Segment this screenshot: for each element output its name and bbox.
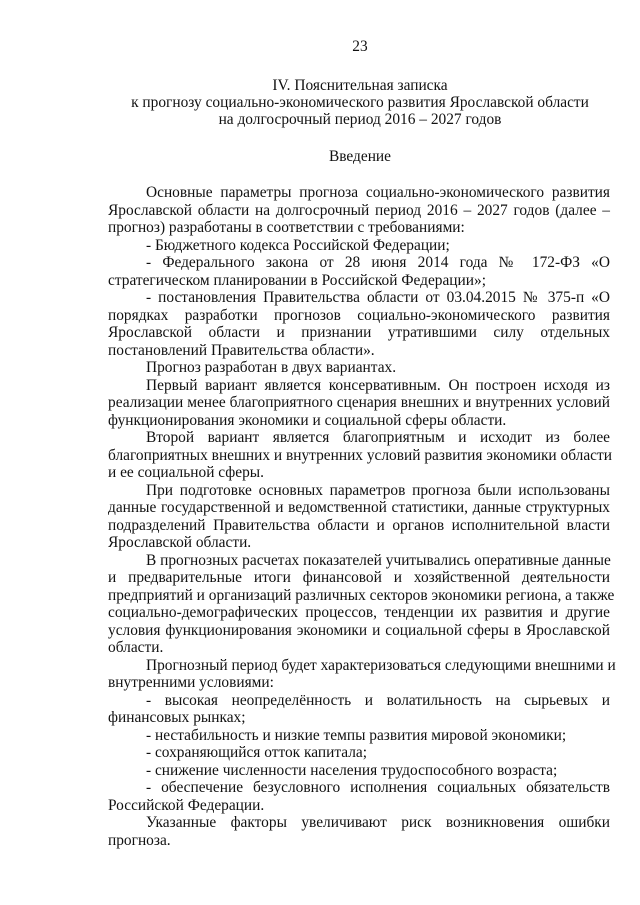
- text-line: Ярославской области и признании утратившими силу отдельных: [108, 324, 610, 341]
- text-line: и предварительные итоги финансовой и хозяйственной деятельности: [108, 569, 610, 586]
- text-line: порядках разработки прогнозов социально-экономического развития: [108, 307, 610, 324]
- text-line: - постановления Правительства области от 03.04.2015 № 375-п «О: [146, 289, 610, 306]
- subheading: Введение: [328, 148, 392, 165]
- text-line: области.: [108, 639, 164, 656]
- text-line: условия функционирования экономики и социальной сферы в Ярославской: [108, 622, 610, 639]
- text-line: социально-демографических процессов, тенденции их развития и другие: [108, 604, 610, 621]
- text-line: и ее социальной сферы.: [108, 464, 264, 481]
- text-line: прогноза.: [108, 832, 171, 849]
- text-line: Указанные факторы увеличивают риск возникновения ошибки: [146, 814, 610, 831]
- text-line: постановлений Правительства области».: [108, 342, 375, 359]
- text-line: подразделений Правительства области и органов исполнительной власти: [108, 517, 610, 534]
- text-line: функционирования экономики и социальной сферы области.: [108, 412, 507, 429]
- text-line: Основные параметры прогноза социально-экономического развития: [146, 184, 610, 201]
- section-title-line-3: на долгосрочный период 2016 – 2027 годов: [218, 111, 502, 128]
- text-line: Ярославской области.: [108, 534, 252, 551]
- text-line: При подготовке основных параметров прогноза были использованы: [146, 482, 610, 499]
- text-line: финансовых рынках;: [108, 709, 246, 726]
- list-item: - высокая неопределённость и волатильность на сырьевых и: [146, 692, 610, 709]
- list-item: - снижение численности населения трудоспособного возраста;: [146, 762, 558, 779]
- text-line: - Федерального закона от 28 июня 2014 года № 172-ФЗ «О: [146, 254, 610, 271]
- section-title: IV. Пояснительная записка: [272, 77, 448, 94]
- text-line: Прогноз разработан в двух вариантах.: [146, 359, 397, 376]
- text-line: внутренними условиями:: [108, 674, 274, 691]
- text-line: Второй вариант является благоприятным и исходит из более: [146, 429, 610, 446]
- text-line: благоприятных внешних и внутренних условий развития экономики области: [108, 447, 612, 464]
- list-item: - сохраняющийся отток капитала;: [146, 744, 368, 761]
- text-line: прогноз) разработаны в соответствии с требованиями:: [108, 219, 465, 236]
- text-line: Первый вариант является консервативным. Он построен исходя из: [146, 377, 610, 394]
- text-line: Прогнозный период будет характеризоваться следующими внешними и: [146, 657, 616, 674]
- text-line: стратегическом планировании в Российской Федерации»;: [108, 272, 486, 289]
- text-line: предприятий и организаций различных секторов экономики региона, а также: [108, 587, 615, 604]
- section-title-line-2: к прогнозу социально-экономического развития Ярославской области: [131, 94, 589, 111]
- text-line: - Бюджетного кодекса Российской Федерации;: [146, 237, 450, 254]
- list-item: - нестабильность и низкие темпы развития мировой экономики;: [146, 727, 567, 744]
- text-line: Ярославской области на долгосрочный период 2016 – 2027 годов (далее –: [108, 202, 610, 219]
- list-item: - обеспечение безусловного исполнения социальных обязательств: [146, 779, 610, 796]
- page-number: 23: [352, 38, 368, 55]
- text-line: Российской Федерации.: [108, 797, 265, 814]
- text-line: данные государственной и ведомственной статистики, данные структурных: [108, 499, 610, 516]
- text-line: реализации менее благоприятного сценария внешних и внутренних условий: [108, 394, 610, 411]
- text-line: В прогнозных расчетах показателей учитывались оперативные данные: [146, 552, 611, 569]
